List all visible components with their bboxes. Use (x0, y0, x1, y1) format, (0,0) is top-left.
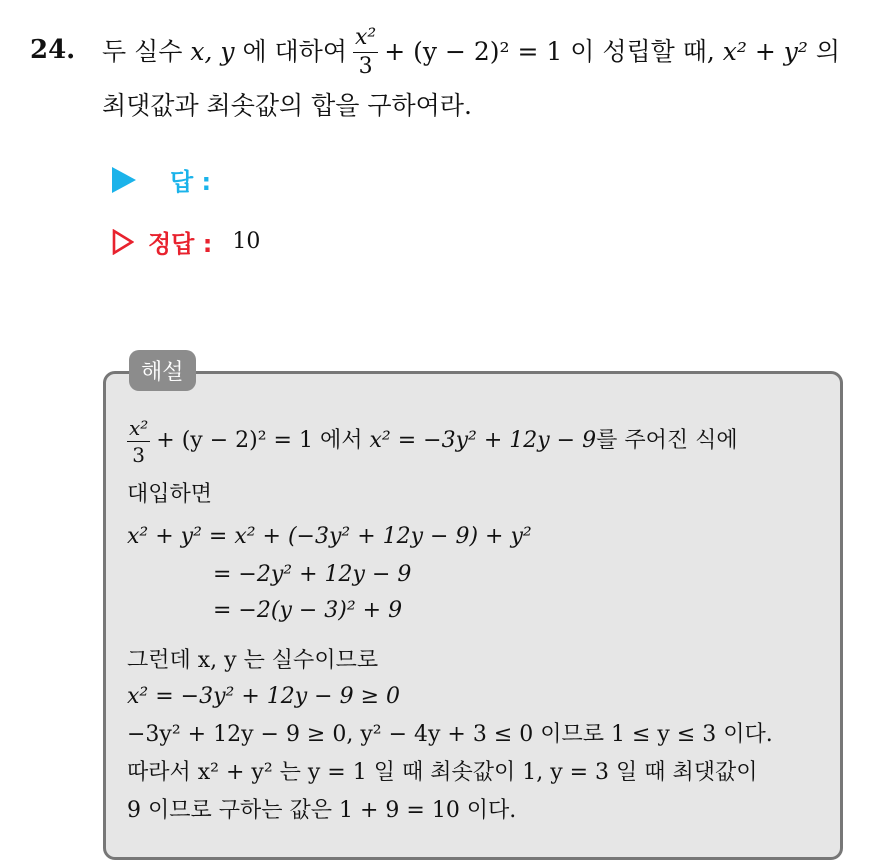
problem-target-expr: x² + y² (722, 37, 808, 66)
correct-answer-value: 10 (232, 229, 261, 254)
solution-expr: x² = −3y² + 12y − 9 ≥ 0 (127, 684, 401, 709)
solution-line-2: 대입하면 (127, 482, 213, 507)
solution-expr: = −2y² + 12y − 9 (213, 562, 412, 587)
solution-line-8: −3y² + 12y − 9 ≥ 0, y² − 4y + 3 ≤ 0 이므로 1 ≤ y ≤ 3 이다. (127, 722, 773, 747)
solution-text: 에서 (319, 428, 363, 453)
answer-input-row[interactable] (112, 162, 211, 197)
problem-equation: + (y − 2)² = 1 (384, 37, 563, 66)
correct-answer-label: 정답 : (148, 230, 213, 258)
problem-line-2: 최댓값과 최솟값의 합을 구하여라. (102, 91, 472, 120)
answer-label: 답 : (170, 168, 212, 196)
fraction-numerator: x² (129, 415, 149, 440)
solution-text: 를 주어진 식에 (596, 428, 738, 453)
problem-fraction (353, 26, 378, 79)
fraction-denominator: 3 (132, 442, 146, 467)
solution-line-5 (127, 596, 402, 626)
solution-line-3 (127, 522, 532, 552)
problem-text: 에 대하여 (242, 37, 347, 66)
solution-expr: + (y − 2)² = 1 (156, 428, 313, 453)
play-outline-icon (112, 229, 134, 255)
solution-line-10: 9 이므로 구하는 값은 1 + 9 = 10 이다. (127, 798, 517, 823)
solution-line-6: 그런데 x, y 는 실수이므로 (127, 648, 379, 673)
solution-tag: 해설 (129, 350, 196, 391)
solution-expr: x² = −3y² + 12y − 9 (369, 428, 597, 453)
problem-text: 이 성립할 때, (570, 37, 715, 66)
problem-text: 의 (815, 37, 840, 66)
solution-line-9: 따라서 x² + y² 는 y = 1 일 때 최솟값이 1, y = 3 일 때 최댓값이 (127, 760, 758, 785)
solution-line-1 (127, 410, 738, 472)
problem-number: 24. (30, 35, 76, 65)
solution-fraction (127, 417, 150, 466)
solution-line-4 (127, 560, 411, 590)
fraction-numerator: x² (355, 24, 377, 50)
correct-answer-row (112, 224, 260, 259)
problem-line-1 (102, 22, 840, 82)
fraction-denominator: 3 (358, 53, 373, 79)
solution-expr: x² + y² = x² + (−3y² + 12y − 9) + y² (127, 524, 532, 549)
problem-text: 두 실수 (102, 37, 183, 66)
problem-vars: x, y (190, 37, 235, 66)
solution-expr: = −2(y − 3)² + 9 (213, 598, 403, 623)
play-filled-icon (112, 167, 136, 193)
solution-line-7 (127, 682, 400, 712)
